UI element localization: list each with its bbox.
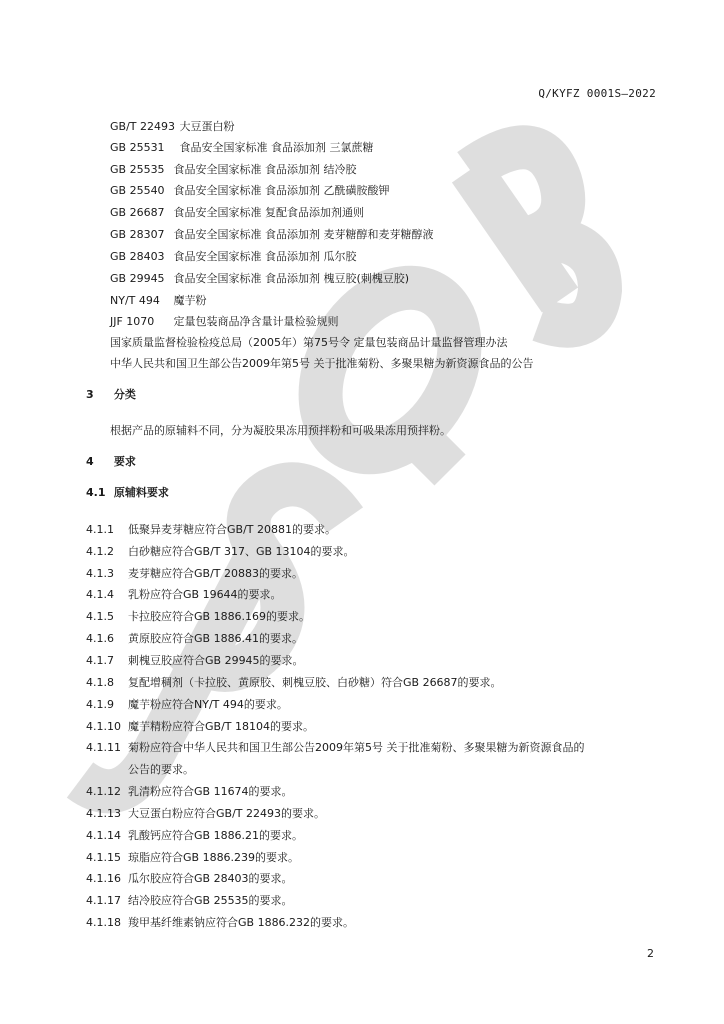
list-item — [86, 872, 293, 886]
section-heading — [86, 388, 136, 402]
list-item — [86, 567, 303, 581]
subsection-number: 4.1 — [86, 486, 106, 499]
list-item — [86, 545, 355, 559]
list-item — [86, 807, 325, 821]
reference-item — [110, 120, 235, 134]
item-number: 4.1.10 — [86, 720, 121, 733]
reference-code: GB 28307 — [110, 228, 165, 241]
item-text: 魔芋粉应符合NY/T 494的要求。 — [128, 698, 288, 711]
item-number: 4.1.4 — [86, 588, 114, 601]
list-item — [86, 676, 502, 690]
item-number: 4.1.6 — [86, 632, 114, 645]
reference-title: 食品安全国家标准 食品添加剂 乙酰磺胺酸钾 — [173, 184, 390, 197]
reference-code: GB/T 22493 — [110, 120, 175, 133]
list-item — [86, 829, 303, 843]
item-text: 白砂糖应符合GB/T 317、GB 13104的要求。 — [128, 545, 355, 558]
item-text: 麦芽糖应符合GB/T 20883的要求。 — [128, 567, 303, 580]
item-number: 4.1.13 — [86, 807, 121, 820]
item-text: 卡拉胶应符合GB 1886.169的要求。 — [128, 610, 311, 623]
reference-title: 定量包装商品净含量计量检验规则 — [173, 315, 339, 328]
list-item — [86, 698, 288, 712]
reference-title: 食品安全国家标准 食品添加剂 麦芽糖醇和麦芽糖醇液 — [173, 228, 434, 241]
item-number: 4.1.16 — [86, 872, 121, 885]
item-number: 4.1.3 — [86, 567, 114, 580]
reference-item — [110, 294, 207, 308]
watermark-letter-b — [470, 147, 600, 325]
section-number: 4 — [86, 455, 94, 468]
reference-code: GB 26687 — [110, 206, 165, 219]
section-title: 要求 — [113, 455, 136, 468]
document-code: Q/KYFZ 0001S—2022 — [538, 87, 656, 100]
section-paragraph: 根据产品的原辅料不同，分为凝胶果冻用预拌粉和可吸果冻用预拌粉。 — [110, 424, 451, 437]
item-number: 4.1.1 — [86, 523, 114, 536]
reference-title: 食品安全国家标准 食品添加剂 三氯蔗糖 — [179, 141, 374, 154]
item-number: 4.1.15 — [86, 851, 121, 864]
list-item — [86, 588, 282, 602]
item-number: 4.1.11 — [86, 741, 121, 754]
reference-item — [110, 206, 364, 220]
item-number: 4.1.18 — [86, 916, 121, 929]
section-heading — [86, 455, 136, 469]
item-number: 4.1.17 — [86, 894, 121, 907]
subsection-title: 原辅料要求 — [113, 486, 169, 499]
list-item — [86, 632, 303, 646]
item-text: 菊粉应符合中华人民共和国卫生部公告2009年第5号 关于批准菊粉、多聚果糖为新资源食品的 — [128, 741, 585, 754]
item-text: 乳粉应符合GB 19644的要求。 — [128, 588, 282, 601]
reference-title: 魔芋粉 — [173, 294, 207, 307]
reference-code: GB 28403 — [110, 250, 165, 263]
list-item — [86, 523, 336, 537]
reference-item — [110, 250, 357, 264]
reference-item: 国家质量监督检验检疫总局（2005年）第75号令 定量包装商品计量监督管理办法 — [110, 336, 508, 349]
item-number: 4.1.9 — [86, 698, 114, 711]
reference-title: 食品安全国家标准 食品添加剂 槐豆胶(刺槐豆胶) — [173, 272, 410, 285]
item-number: 4.1.14 — [86, 829, 121, 842]
reference-item — [110, 272, 409, 286]
list-item — [86, 785, 293, 799]
reference-code: NY/T 494 — [110, 294, 160, 307]
item-text: 复配增稠剂（卡拉胶、黄原胶、刺槐豆胶、白砂糖）符合GB 26687的要求。 — [128, 676, 502, 689]
item-text: 瓜尔胶应符合GB 28403的要求。 — [128, 872, 293, 885]
item-number: 4.1.5 — [86, 610, 114, 623]
list-item — [86, 654, 304, 668]
item-text: 刺槐豆胶应符合GB 29945的要求。 — [128, 654, 304, 667]
item-text: 黄原胶应符合GB 1886.41的要求。 — [128, 632, 304, 645]
reference-item: 中华人民共和国卫生部公告2009年第5号 关于批准菊粉、多聚果糖为新资源食品的公告 — [110, 357, 534, 370]
reference-code: GB 29945 — [110, 272, 165, 285]
section-number: 3 — [86, 388, 94, 401]
item-text: 大豆蛋白粉应符合GB/T 22493的要求。 — [128, 807, 325, 820]
reference-item — [110, 163, 357, 177]
reference-title: 食品安全国家标准 食品添加剂 瓜尔胶 — [173, 250, 357, 263]
item-text: 结冷胶应符合GB 25535的要求。 — [128, 894, 293, 907]
reference-item — [110, 315, 339, 329]
reference-item — [110, 184, 390, 198]
reference-code: JJF 1070 — [110, 315, 155, 328]
item-number: 4.1.2 — [86, 545, 114, 558]
reference-code: GB 25535 — [110, 163, 165, 176]
list-item — [86, 894, 293, 908]
section-title: 分类 — [113, 388, 136, 401]
item-text: 乳清粉应符合GB 11674的要求。 — [128, 785, 293, 798]
item-number: 4.1.8 — [86, 676, 114, 689]
list-item — [86, 916, 354, 930]
reference-title: 食品安全国家标准 食品添加剂 结冷胶 — [173, 163, 357, 176]
item-number: 4.1.7 — [86, 654, 114, 667]
list-item — [86, 741, 585, 755]
reference-code: GB 25540 — [110, 184, 165, 197]
reference-item — [110, 228, 434, 242]
reference-code: GB 25531 — [110, 141, 165, 154]
list-item — [86, 720, 314, 734]
reference-title: 大豆蛋白粉 — [179, 120, 235, 133]
subsection-heading — [86, 486, 169, 500]
reference-item — [110, 141, 374, 155]
item-text: 羧甲基纤维素钠应符合GB 1886.232的要求。 — [128, 916, 355, 929]
item-text: 琼脂应符合GB 1886.239的要求。 — [128, 851, 300, 864]
item-text: 魔芋精粉应符合GB/T 18104的要求。 — [128, 720, 314, 733]
reference-title: 食品安全国家标准 复配食品添加剂通则 — [173, 206, 364, 219]
page-number: 2 — [647, 947, 654, 960]
item-text: 乳酸钙应符合GB 1886.21的要求。 — [128, 829, 304, 842]
item-text: 低聚异麦芽糖应符合GB/T 20881的要求。 — [128, 523, 336, 536]
item-number: 4.1.12 — [86, 785, 121, 798]
list-item-continuation: 公告的要求。 — [128, 763, 194, 776]
list-item — [86, 610, 310, 624]
list-item — [86, 851, 299, 865]
